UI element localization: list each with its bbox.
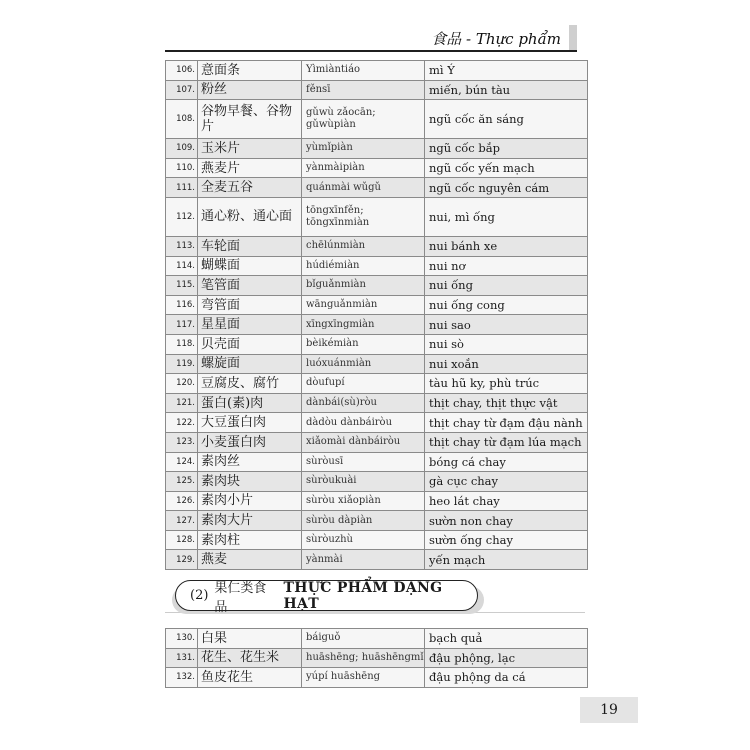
pinyin: bǐguǎnmiàn	[302, 276, 425, 296]
vietnamese-meaning: bạch quả	[425, 629, 588, 649]
entry-number: 130.	[166, 629, 198, 649]
table-row	[166, 511, 588, 531]
chinese-term: 蛋白(素)肉	[198, 393, 302, 413]
pinyin: gǔwù zǎocān; gǔwùpiàn	[302, 100, 425, 139]
entry-number: 109.	[166, 139, 198, 159]
entry-number: 113.	[166, 236, 198, 256]
chinese-term: 白果	[198, 629, 302, 649]
chinese-term: 素肉块	[198, 472, 302, 492]
chinese-term: 素肉大片	[198, 511, 302, 531]
vietnamese-meaning: ngũ cốc bắp	[425, 139, 588, 159]
chinese-term: 豆腐皮、腐竹	[198, 374, 302, 394]
chinese-term: 鱼皮花生	[198, 668, 302, 688]
chinese-term: 通心粉、通心面	[198, 197, 302, 236]
pinyin: sùròusī	[302, 452, 425, 472]
vietnamese-meaning: ngũ cốc yến mạch	[425, 158, 588, 178]
table-row	[166, 393, 588, 413]
pinyin: dàdòu dànbáiròu	[302, 413, 425, 433]
vietnamese-meaning: mì Ý	[425, 61, 588, 81]
chinese-term: 粉丝	[198, 80, 302, 100]
table-row	[166, 178, 588, 198]
entry-number: 128.	[166, 530, 198, 550]
pinyin: chēlúnmiàn	[302, 236, 425, 256]
table-row	[166, 472, 588, 492]
chinese-term: 素肉小片	[198, 491, 302, 511]
pinyin: huāshēng; huāshēngmǐ	[302, 648, 425, 668]
chinese-term: 谷物早餐、谷物片	[198, 100, 302, 139]
chinese-term: 意面条	[198, 61, 302, 81]
vocabulary-table-bottom	[165, 628, 588, 688]
table-row	[166, 648, 588, 668]
vietnamese-meaning: sườn non chay	[425, 511, 588, 531]
table-row	[166, 354, 588, 374]
table-row	[166, 374, 588, 394]
page-number: 19	[580, 697, 638, 723]
table-row	[166, 80, 588, 100]
table-row	[166, 197, 588, 236]
entry-number: 106.	[166, 61, 198, 81]
vietnamese-meaning: gà cục chay	[425, 472, 588, 492]
entry-number: 108.	[166, 100, 198, 139]
pinyin: sùròu xiǎopiàn	[302, 491, 425, 511]
pinyin: bèikémiàn	[302, 334, 425, 354]
chinese-term: 素肉丝	[198, 452, 302, 472]
table-row	[166, 491, 588, 511]
entry-number: 132.	[166, 668, 198, 688]
pinyin: báiguǒ	[302, 629, 425, 649]
table-row	[166, 334, 588, 354]
vietnamese-meaning: đậu phộng, lạc	[425, 648, 588, 668]
entry-number: 115.	[166, 276, 198, 296]
pinyin: wānguǎnmiàn	[302, 295, 425, 315]
chinese-term: 车轮面	[198, 236, 302, 256]
pinyin: yúpí huāshēng	[302, 668, 425, 688]
table-row	[166, 315, 588, 335]
vietnamese-meaning: ngũ cốc nguyên cám	[425, 178, 588, 198]
pinyin: yùmǐpiàn	[302, 139, 425, 159]
vietnamese-meaning: sườn ống chay	[425, 530, 588, 550]
entry-number: 126.	[166, 491, 198, 511]
vietnamese-meaning: đậu phộng da cá	[425, 668, 588, 688]
table-row	[166, 432, 588, 452]
table-row	[166, 158, 588, 178]
table-row	[166, 295, 588, 315]
chinese-term: 笔管面	[198, 276, 302, 296]
entry-number: 117.	[166, 315, 198, 335]
pinyin: luóxuánmiàn	[302, 354, 425, 374]
page-header	[165, 25, 577, 52]
entry-number: 119.	[166, 354, 198, 374]
vietnamese-meaning: thịt chay từ đạm đậu nành	[425, 413, 588, 433]
pinyin: dòufupí	[302, 374, 425, 394]
chinese-term: 全麦五谷	[198, 178, 302, 198]
entry-number: 120.	[166, 374, 198, 394]
table-row	[166, 550, 588, 570]
entry-number: 112.	[166, 197, 198, 236]
chinese-term: 蝴蝶面	[198, 256, 302, 276]
entry-number: 111.	[166, 178, 198, 198]
entry-number: 129.	[166, 550, 198, 570]
vietnamese-meaning: thịt chay, thịt thực vật	[425, 393, 588, 413]
pinyin: sùròuzhù	[302, 530, 425, 550]
entry-number: 125.	[166, 472, 198, 492]
vietnamese-meaning: nui, mì ống	[425, 197, 588, 236]
table-row	[166, 236, 588, 256]
vietnamese-meaning: nui ống	[425, 276, 588, 296]
vietnamese-meaning: ngũ cốc ăn sáng	[425, 100, 588, 139]
section-chinese-title: 果仁类食品	[214, 580, 267, 615]
pinyin: húdiémiàn	[302, 256, 425, 276]
vietnamese-meaning: nui sao	[425, 315, 588, 335]
chinese-term: 星星面	[198, 315, 302, 335]
entry-number: 110.	[166, 158, 198, 178]
table-row	[166, 629, 588, 649]
table-row	[166, 61, 588, 81]
chinese-term: 花生、花生米	[198, 648, 302, 668]
vocabulary-table-top	[165, 60, 588, 570]
section-heading	[175, 579, 478, 615]
vietnamese-meaning: nui nơ	[425, 256, 588, 276]
pinyin: sùròukuài	[302, 472, 425, 492]
pinyin: dànbái(sù)ròu	[302, 393, 425, 413]
table-row	[166, 668, 588, 688]
entry-number: 122.	[166, 413, 198, 433]
entry-number: 107.	[166, 80, 198, 100]
table-row	[166, 276, 588, 296]
pinyin: Yìmiàntiáo	[302, 61, 425, 81]
entry-number: 121.	[166, 393, 198, 413]
pinyin: xīngxīngmiàn	[302, 315, 425, 335]
pinyin: tōngxīnfěn; tōngxīnmiàn	[302, 197, 425, 236]
entry-number: 123.	[166, 432, 198, 452]
entry-number: 131.	[166, 648, 198, 668]
vietnamese-meaning: nui bánh xe	[425, 236, 588, 256]
table-row	[166, 256, 588, 276]
table-row	[166, 413, 588, 433]
header-side-bar	[569, 25, 577, 52]
table-row	[166, 100, 588, 139]
chinese-term: 螺旋面	[198, 354, 302, 374]
chinese-term: 小麦蛋白肉	[198, 432, 302, 452]
vietnamese-meaning: yến mạch	[425, 550, 588, 570]
vietnamese-meaning: bóng cá chay	[425, 452, 588, 472]
vietnamese-meaning: nui sò	[425, 334, 588, 354]
pinyin: yànmàipiàn	[302, 158, 425, 178]
pinyin: quánmài wǔgǔ	[302, 178, 425, 198]
vietnamese-meaning: nui xoắn	[425, 354, 588, 374]
entry-number: 114.	[166, 256, 198, 276]
chinese-term: 弯管面	[198, 295, 302, 315]
entry-number: 118.	[166, 334, 198, 354]
table-row	[166, 452, 588, 472]
vietnamese-meaning: miến, bún tàu	[425, 80, 588, 100]
pinyin: fěnsī	[302, 80, 425, 100]
pinyin: sùròu dàpiàn	[302, 511, 425, 531]
chinese-term: 燕麦	[198, 550, 302, 570]
chinese-term: 燕麦片	[198, 158, 302, 178]
vietnamese-meaning: heo lát chay	[425, 491, 588, 511]
chinese-term: 素肉柱	[198, 530, 302, 550]
chinese-term: 贝壳面	[198, 334, 302, 354]
chinese-term: 大豆蛋白肉	[198, 413, 302, 433]
section-vietnamese-title: THỰC PHẨM DẠNG HẠT	[283, 579, 443, 612]
entry-number: 127.	[166, 511, 198, 531]
pinyin: xiǎomài dànbáiròu	[302, 432, 425, 452]
entry-number: 124.	[166, 452, 198, 472]
header-title: 食品 - Thực phẩm	[431, 30, 561, 48]
vietnamese-meaning: tàu hũ ky, phù trúc	[425, 374, 588, 394]
section-number: (2)	[190, 588, 209, 603]
vietnamese-meaning: thịt chay từ đạm lúa mạch	[425, 432, 588, 452]
table-row	[166, 530, 588, 550]
vietnamese-meaning: nui ống cong	[425, 295, 588, 315]
header-rule	[165, 50, 577, 52]
chinese-term: 玉米片	[198, 139, 302, 159]
entry-number: 116.	[166, 295, 198, 315]
pinyin: yànmài	[302, 550, 425, 570]
table-row	[166, 139, 588, 159]
